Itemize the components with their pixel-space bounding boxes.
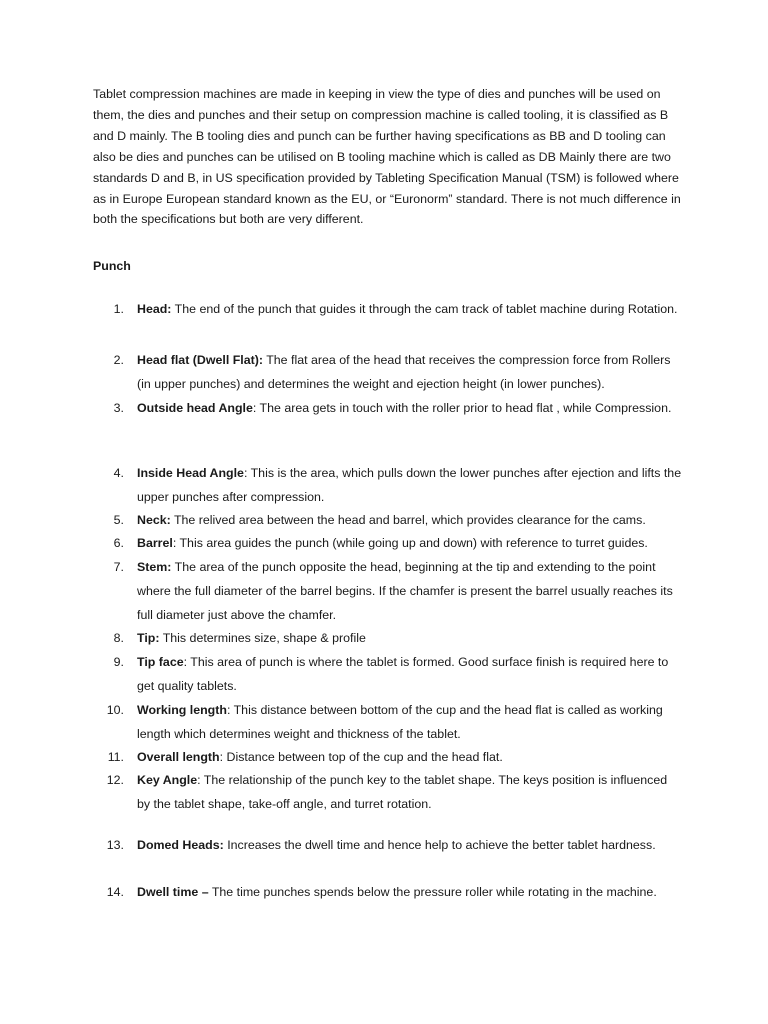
list-item-number: 10. (106, 703, 124, 717)
list-item-term: Neck: (137, 513, 171, 527)
list-item-term: Working length (137, 703, 227, 717)
list-item-number: 2. (113, 353, 124, 367)
list-item-text: : Distance between top of the cup and the head flat. (219, 750, 503, 764)
list-item-number: 3. (113, 401, 124, 415)
list-item-text: This determines size, shape & profile (159, 631, 366, 645)
list-item-text: The area of the punch opposite the head, beginning at the tip and extending to the point where the full diameter of the barrel begins. If the chamfer is present the barrel usually reaches its full diameter just above the chamfer. (137, 560, 673, 622)
list-item-term: Key Angle (137, 773, 198, 787)
list-item-number: 4. (113, 466, 124, 480)
list-item-term: Tip: (137, 631, 160, 645)
list-item-number: 12. (106, 773, 124, 787)
list-item-number: 6. (113, 536, 124, 550)
list-item-text: The time punches spends below the pressure roller while rotating in the machine. (208, 885, 657, 899)
list-item-text: : This area guides the punch (while going up and down) with reference to turret guides. (172, 536, 648, 550)
list-item-term: Inside Head Angle (137, 466, 244, 480)
list-item-text: : This is the area, which pulls down the lower punches after ejection and lifts the upper punches after compression. (137, 466, 682, 504)
list-item-text: The flat area of the head that receives the compression force from Rollers (in upper punches) and determines the weight and ejection height (in lower punches). (137, 353, 671, 391)
list-item-text: : The relationship of the punch key to the tablet shape. The keys position is influenced by the tablet shape, take-off angle, and turret rotation. (137, 773, 668, 811)
list-item-term: Tip face (137, 655, 184, 669)
list-item-number: 13. (106, 838, 124, 852)
list-item-number: 7. (113, 560, 124, 574)
list-item-number: 11. (107, 750, 124, 764)
list-item-term: Barrel (137, 536, 173, 550)
list-item-term: Outside head Angle (137, 401, 253, 415)
list-item-term: Head: (137, 302, 172, 316)
list-item-term: Overall length (137, 750, 220, 764)
list-item-text: Increases the dwell time and hence help to achieve the better tablet hardness. (223, 838, 656, 852)
list-item-term: Stem: (137, 560, 172, 574)
section-heading-punch: Punch (93, 259, 131, 273)
list-item-term: Domed Heads: (137, 838, 224, 852)
list-item-text: : This area of punch is where the tablet is formed. Good surface finish is required here to get quality tablets. (137, 655, 669, 693)
intro-paragraph: Tablet compression machines are made in keeping in view the type of dies and punches will be used on them, the dies and punches and their setup on compression machine is called tooling, it is classified as B and D mainly. The B tooling dies and punch can be further having specifications as BB and D tooling can also be dies and punches can be utilised on B tooling machine which is called as DB Mainly there are two standards D and B, in US specification provided by Tableting Specification Manual (TSM) is followed where as in Europe European standard known as the EU, or “Euronorm” standard. There is not much difference in both the specifications but both are very different. (93, 87, 681, 227)
list-item-number: 5. (113, 513, 124, 527)
list-item-number: 9. (113, 655, 124, 669)
list-item-term: Dwell time – (137, 885, 209, 899)
list-item-number: 8. (113, 631, 124, 645)
list-item-number: 14. (106, 885, 124, 899)
list-item-text: : This distance between bottom of the cup and the head flat is called as working length which determines weight and thickness of the tablet. (137, 703, 663, 741)
list-item-number: 1. (113, 302, 124, 316)
list-item-text: : The area gets in touch with the roller prior to head flat , while Compression. (252, 401, 672, 415)
list-item-term: Head flat (Dwell Flat): (137, 353, 263, 367)
list-item-text: The end of the punch that guides it through the cam track of tablet machine during Rotation. (171, 302, 678, 316)
list-item-text: The relived area between the head and barrel, which provides clearance for the cams. (170, 513, 646, 527)
